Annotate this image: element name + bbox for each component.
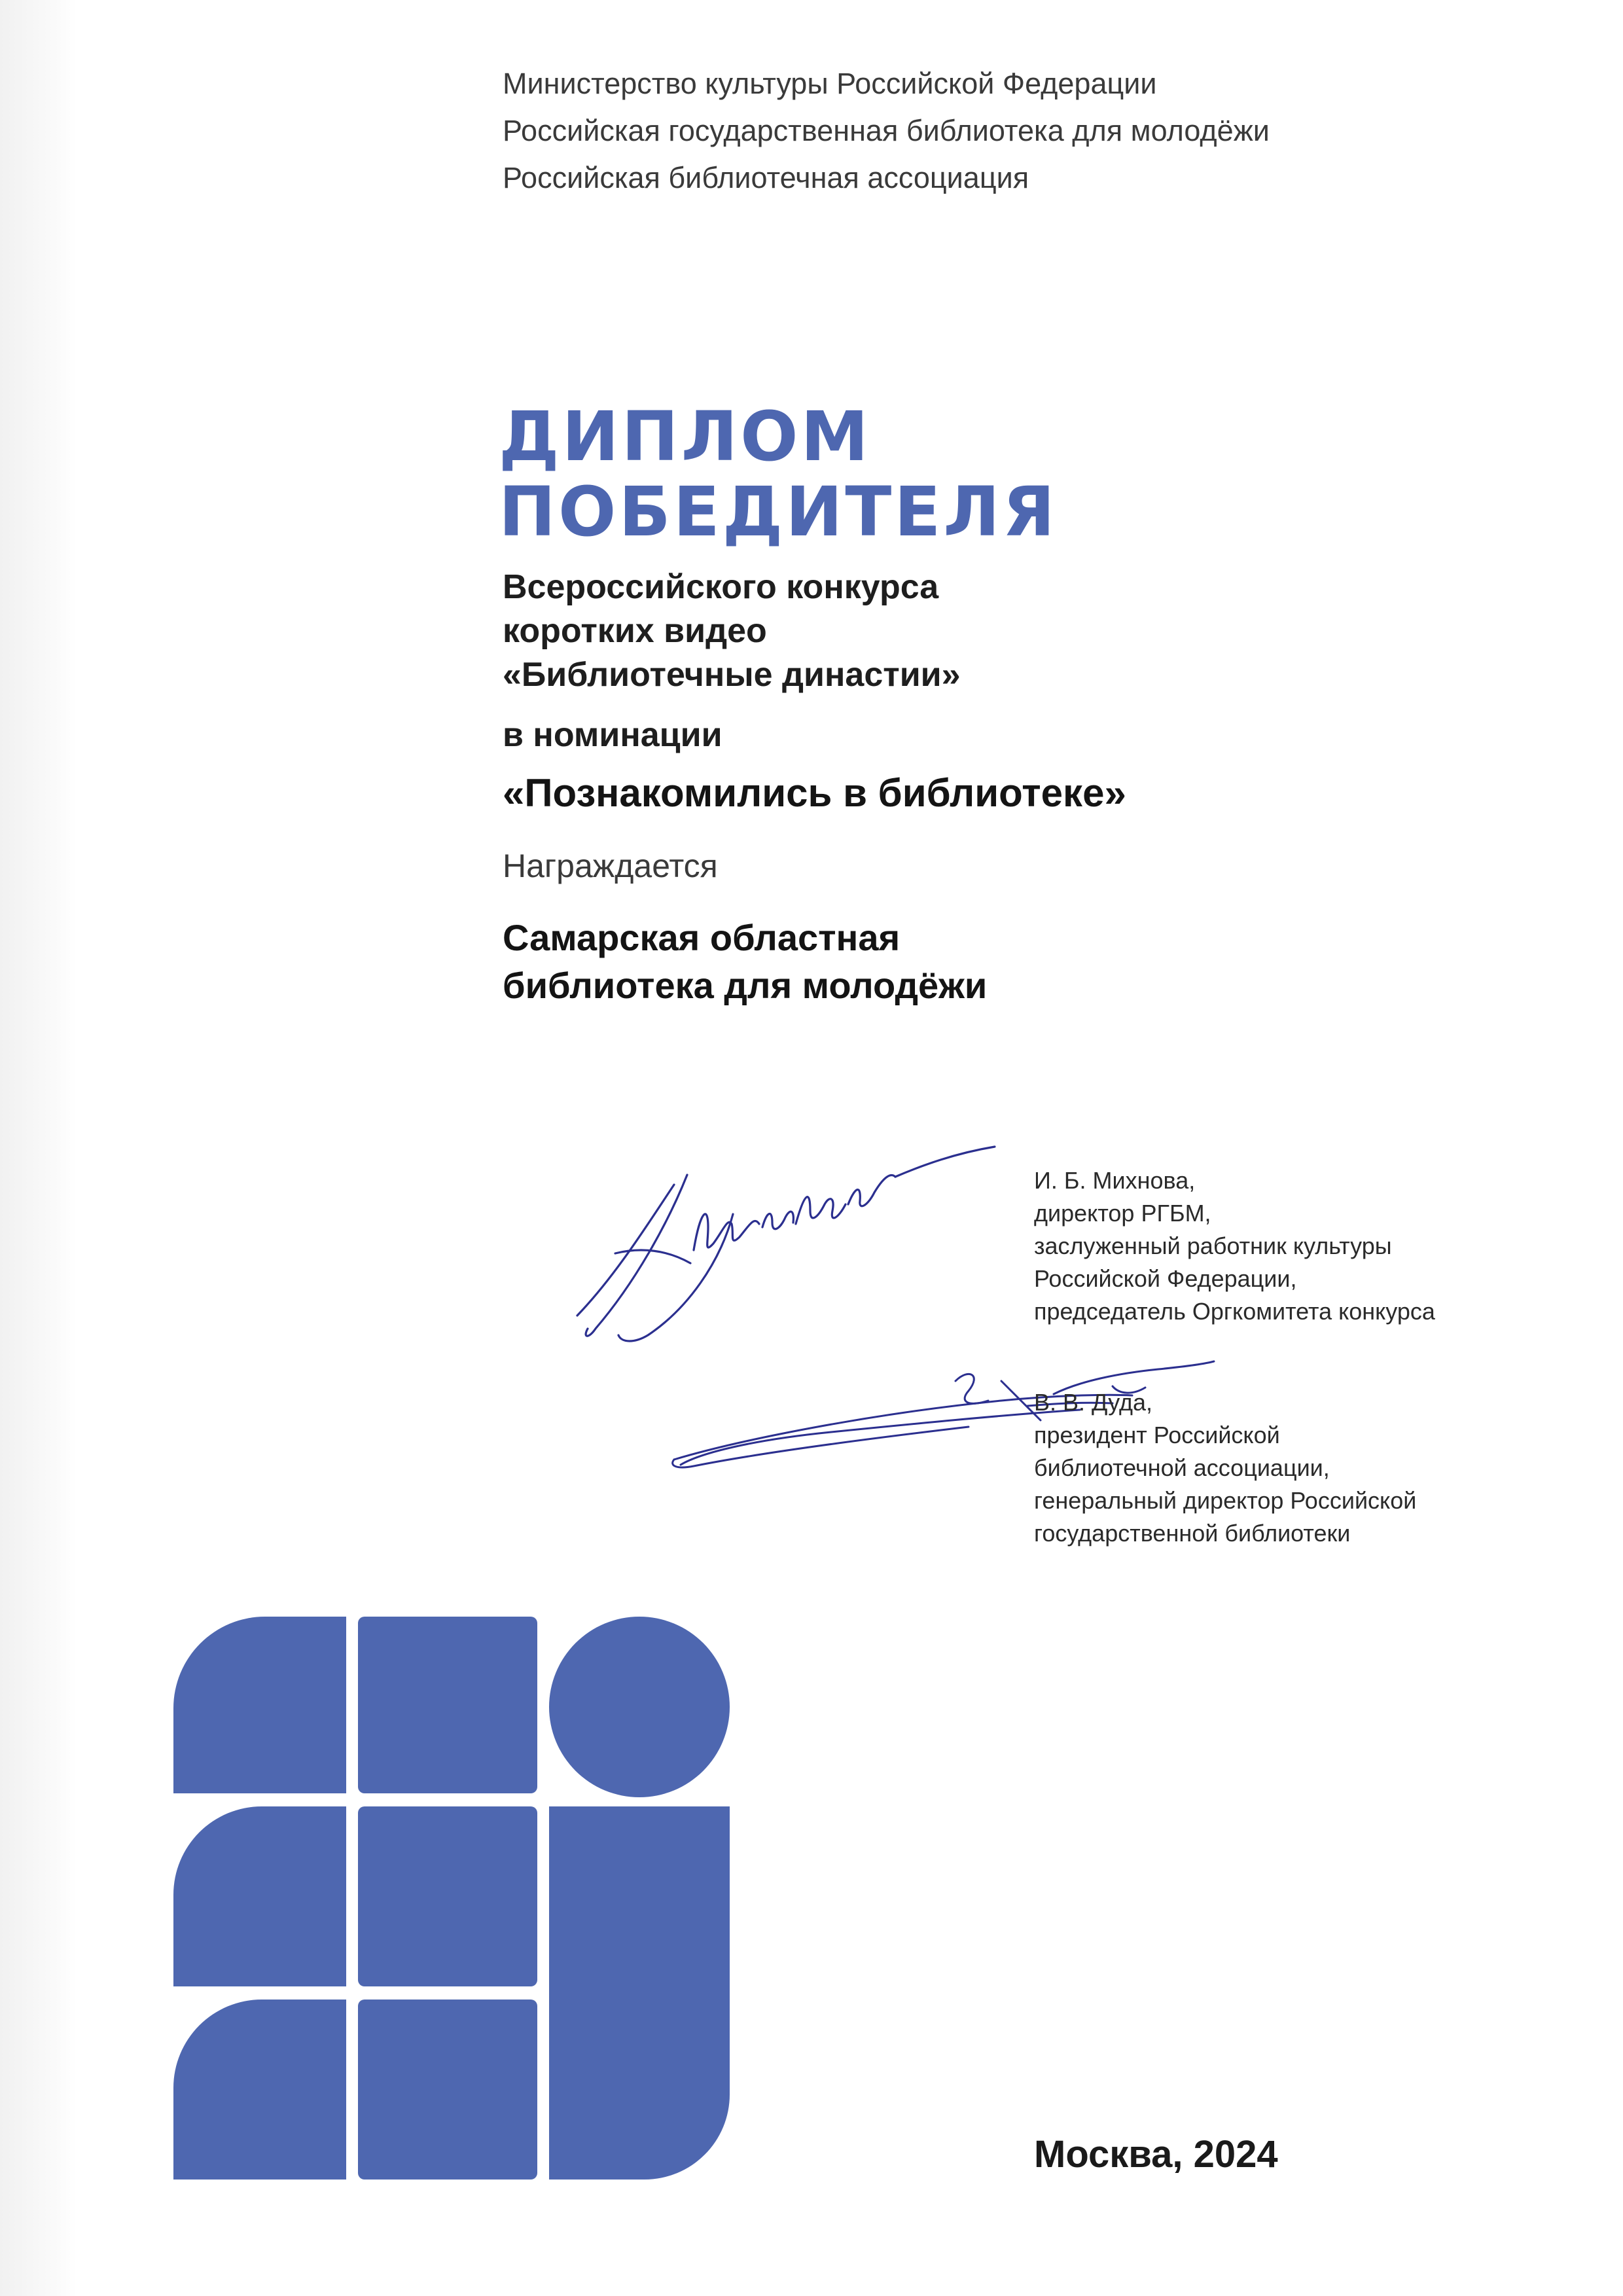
recipient-name bbox=[503, 914, 987, 1009]
awarded-label: Награждается bbox=[503, 848, 718, 884]
library-logo-mark bbox=[173, 1617, 749, 2179]
signer-line: В. В. Дуда, bbox=[1034, 1389, 1153, 1416]
contest-name bbox=[503, 565, 961, 697]
issuing-organizations bbox=[503, 60, 1270, 202]
signer-line: председатель Оргкомитета конкурса bbox=[1034, 1298, 1435, 1325]
recipient-line: библиотека для молодёжи bbox=[503, 965, 988, 1006]
place-and-date: Москва, 2024 bbox=[1034, 2133, 1278, 2176]
logo-block bbox=[549, 1617, 730, 1797]
logo-block bbox=[358, 1806, 537, 1986]
organization-line: Министерство культуры Российской Федерации bbox=[503, 67, 1157, 100]
diploma-title bbox=[499, 399, 1058, 550]
signature-mikhnova bbox=[537, 1113, 1021, 1355]
logo-block bbox=[173, 2000, 346, 2179]
logo-block bbox=[173, 1806, 346, 1986]
logo-block bbox=[549, 1806, 730, 2179]
signer-line: генеральный директор Российской bbox=[1034, 1487, 1417, 1514]
signer-line: заслуженный работник культуры bbox=[1034, 1232, 1392, 1259]
nomination-name: «Познакомились в библиотеке» bbox=[503, 771, 1126, 815]
diploma-title-line: ДИПЛОМ bbox=[499, 397, 871, 476]
logo-block bbox=[173, 1617, 346, 1793]
contest-line: «Библиотечные династии» bbox=[503, 656, 961, 694]
logo-block bbox=[358, 1617, 537, 1793]
diploma-title-line: ПОБЕДИТЕЛЯ bbox=[499, 472, 1058, 552]
signer-line: И. Б. Михнова, bbox=[1034, 1167, 1196, 1194]
signer-mikhnova bbox=[1034, 1164, 1435, 1328]
logo-block bbox=[358, 2000, 537, 2179]
recipient-line: Самарская областная bbox=[503, 917, 901, 958]
contest-line: Всероссийского конкурса bbox=[503, 568, 939, 606]
organization-line: Российская библиотечная ассоциация bbox=[503, 161, 1029, 194]
organization-line: Российская государственная библиотека для молодёжи bbox=[503, 114, 1270, 147]
signer-line: Российской Федерации, bbox=[1034, 1265, 1297, 1292]
signer-line: государственной библиотеки bbox=[1034, 1520, 1351, 1547]
signer-line: библиотечной ассоциации, bbox=[1034, 1454, 1330, 1481]
signer-duda bbox=[1034, 1386, 1416, 1550]
signer-line: директор РГБМ, bbox=[1034, 1200, 1211, 1227]
contest-line: коротких видео bbox=[503, 612, 767, 650]
signer-line: президент Российской bbox=[1034, 1422, 1280, 1448]
nomination-label: в номинации bbox=[503, 716, 722, 754]
